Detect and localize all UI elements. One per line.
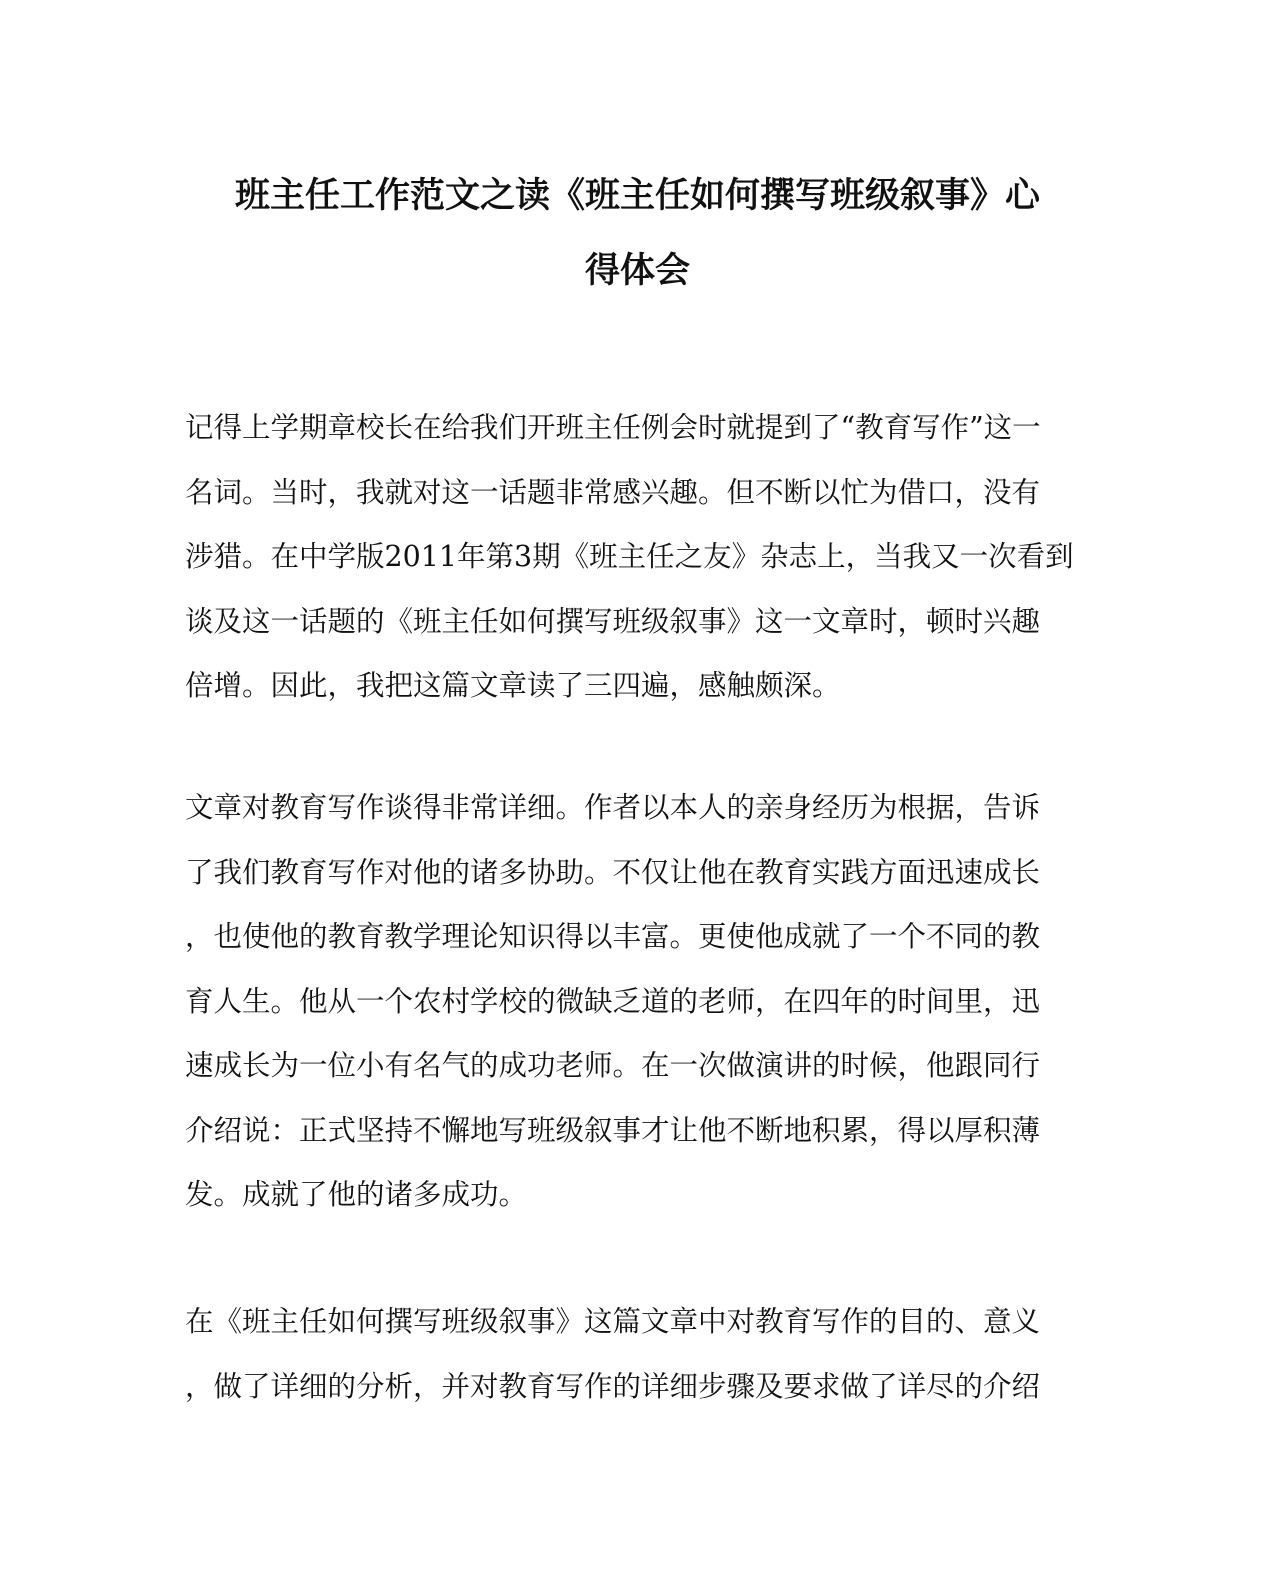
- text-line: 速成长为一位小有名气的成功老师。在一次做演讲的时候，他跟同行: [185, 1049, 1041, 1082]
- text-line: 文章对教育写作谈得非常详细。作者以本人的亲身经历为根据，告诉: [185, 791, 1041, 824]
- text-line: 发。成就了他的诸多成功。: [185, 1178, 528, 1211]
- text-line: 介绍说：正式坚持不懈地写班级叙事才让他不断地积累，得以厚积薄: [185, 1113, 1041, 1147]
- document-title: [185, 158, 1090, 308]
- text-line: 倍增。因此，我把这篇文章读了三四遍，感触颇深。: [185, 669, 841, 702]
- text-line: 涉猎。在中学版2011年第3期《班主任之友》杂志上，当我又一次看到: [185, 540, 1074, 573]
- paragraph-1: [185, 396, 1090, 719]
- text-line: 育人生。他从一个农村学校的微缺乏道的老师，在四年的时间里，迅: [185, 984, 1041, 1018]
- text-line: ，也使他的教育教学理论知识得以丰富。更使他成就了一个不同的教: [185, 920, 1041, 953]
- paragraph-3: [185, 1290, 1090, 1419]
- title-line: 得体会: [584, 250, 690, 291]
- text-line: 谈及这一话题的《班主任如何撰写班级叙事》这一文章时，顿时兴趣: [185, 604, 1041, 638]
- paragraph-2: [185, 776, 1090, 1228]
- text-line: 记得上学期章校长在给我们开班主任例会时就提到了“教育写作”这一: [185, 411, 1041, 444]
- text-line: 了我们教育写作对他的诸多协助。不仅让他在教育实践方面迅速成长: [185, 855, 1041, 889]
- title-line: 班主任工作范文之读《班主任如何撰写班级叙事》心: [234, 175, 1040, 216]
- text-line: 在《班主任如何撰写班级叙事》这篇文章中对教育写作的目的、意义: [185, 1305, 1041, 1338]
- text-line: ，做了详细的分析，并对教育写作的详细步骤及要求做了详尽的介绍: [185, 1369, 1041, 1403]
- text-line: 名词。当时，我就对这一话题非常感兴趣。但不断以忙为借口，没有: [185, 475, 1041, 509]
